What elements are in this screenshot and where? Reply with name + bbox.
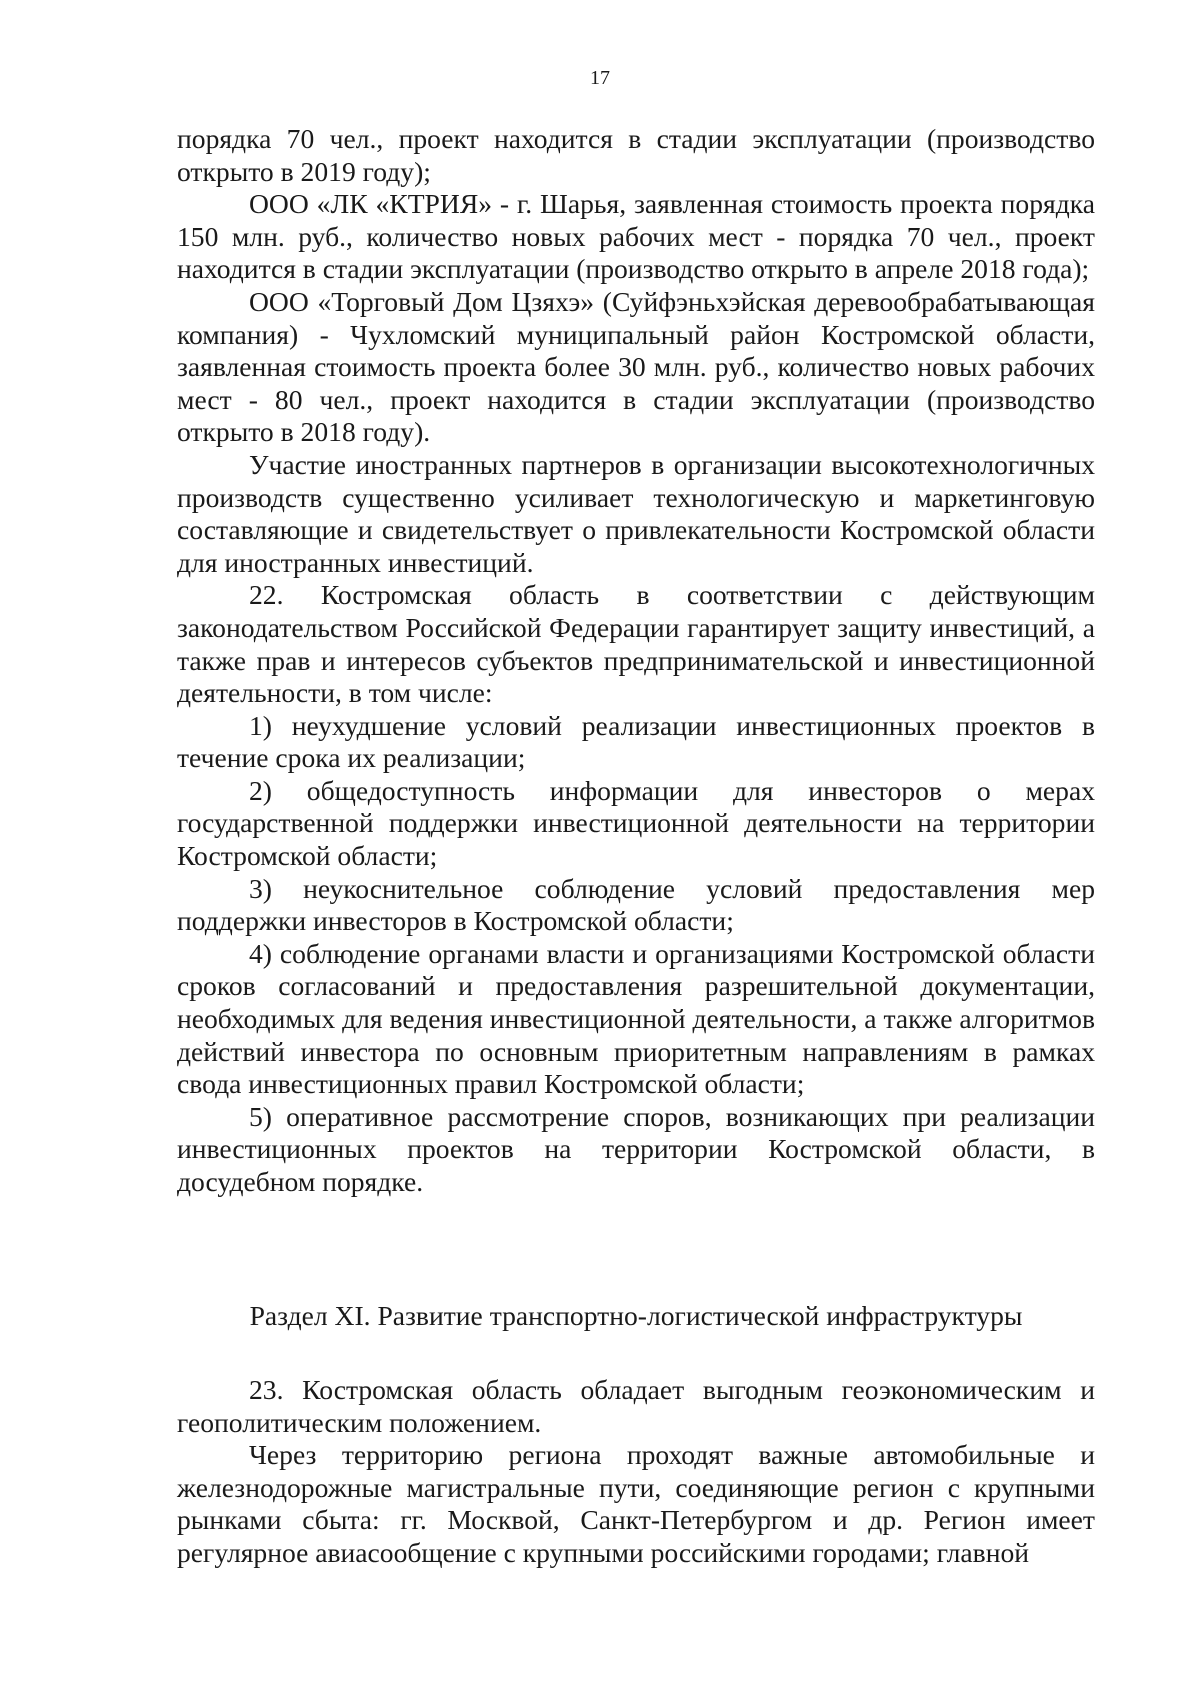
paragraph: ООО «ЛК «КТРИЯ» - г. Шарья, заявленная стоимость проекта порядка 150 млн. руб., количество новых рабочих мест - порядка 70 чел., проект находится в стадии эксплуатации (производство открыто в апреле 2018 года); bbox=[177, 188, 1095, 285]
paragraph: 22. Костромская область в соответствии с действующим законодательством Российской Федерации гарантирует защиту инвестиций, а также прав и интересов субъектов предпринимательской и инвестиционной деятельности, в том числе: bbox=[177, 579, 1095, 709]
paragraph: порядка 70 чел., проект находится в стадии эксплуатации (производство открыто в 2019 году); bbox=[177, 123, 1095, 187]
paragraph: Через территорию региона проходят важные автомобильные и железнодорожные магистральные пути, соединяющие регион с крупными рынками сбыта: гг. Москвой, Санкт-Петербургом и др. Регион имеет регулярное авиасообщение с крупными российскими городами; главной bbox=[177, 1439, 1095, 1568]
list-item: 1) неухудшение условий реализации инвестиционных проектов в течение срока их реализации; bbox=[177, 709, 1095, 774]
list-item: 3) неукоснительное соблюдение условий предоставления мер поддержки инвесторов в Костромской области; bbox=[177, 872, 1095, 937]
paragraph: 23. Костромская область обладает выгодным геоэкономическим и геополитическим положением. bbox=[177, 1374, 1095, 1438]
page-number: 17 bbox=[590, 67, 610, 89]
body-text-continued bbox=[177, 1374, 1095, 1570]
list-item: 5) оперативное рассмотрение споров, возникающих при реализации инвестиционных проектов на территории Костромской области, в досудебном порядке. bbox=[177, 1100, 1095, 1197]
list-item: 2) общедоступность информации для инвесторов о мерах государственной поддержки инвестиционной деятельности на территории Костромской области; bbox=[177, 774, 1095, 872]
paragraph: ООО «Торговый Дом Цзяхэ» (Суйфэньхэйская деревообрабатывающая компания) - Чухломский муниципальный район Костромской области, заявленная стоимость проекта более 30 млн. руб., количество новых рабочих мест - 80 чел., проект находится в стадии эксплуатации (производство открыто в 2018 году). bbox=[177, 285, 1095, 448]
body-text bbox=[177, 123, 1095, 1199]
paragraph: Участие иностранных партнеров в организации высокотехнологичных производств существенно усиливает технологическую и маркетинговую составляющие и свидетельствует о привлекательности Костромской области для иностранных инвестиций. bbox=[177, 448, 1095, 578]
list-item: 4) соблюдение органами власти и организациями Костромской области сроков согласований и предоставления разрешительной документации, необходимых для ведения инвестиционной деятельности, а также алгоритмов действий инвестора по основным приоритетным направлениям в рамках свода инвестиционных правил Костромской области; bbox=[177, 937, 1095, 1100]
section-heading: Раздел XI. Развитие транспортно-логистической инфраструктуры bbox=[249, 1300, 1023, 1331]
